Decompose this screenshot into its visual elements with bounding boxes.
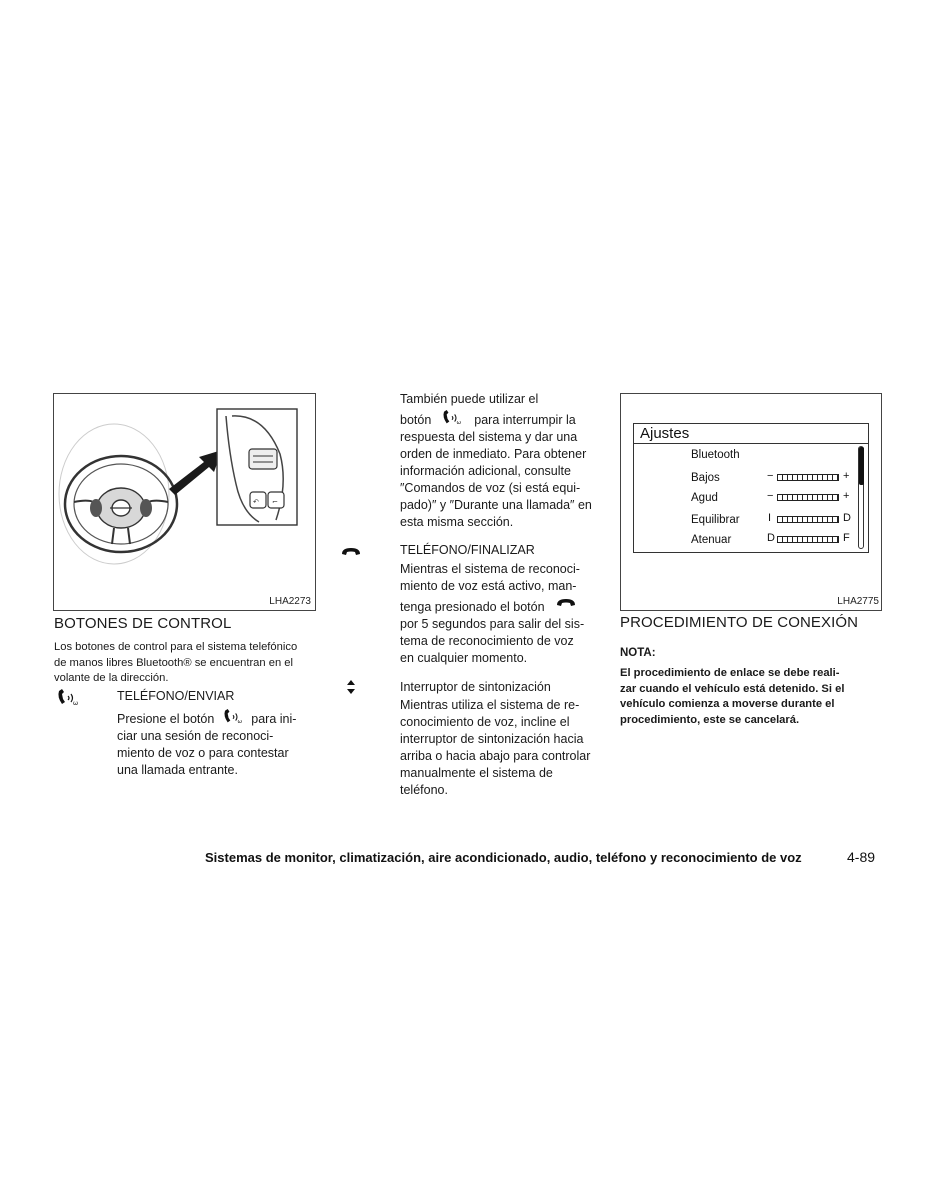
figure-label: LHA2775	[837, 596, 879, 607]
text-fragment: para interrumpir la	[474, 413, 576, 427]
settings-row-label: Equilibrar	[691, 514, 740, 526]
item-body-line: Mientras utiliza el sistema de re-	[400, 698, 580, 712]
page-number: 4-89	[847, 849, 876, 865]
steering-wheel-illustration	[54, 394, 315, 594]
scrollbar-thumb	[859, 447, 864, 485]
phone-voice-icon	[56, 689, 80, 707]
row-left-symbol: D	[767, 532, 775, 544]
section-heading: BOTONES DE CONTROL	[54, 615, 232, 632]
text-fragment: Presione el botón	[117, 712, 215, 726]
paragraph-line: pado)″ y ″Durante una llamada″ en	[400, 498, 592, 512]
paragraph-line: También puede utilizar el	[400, 392, 539, 406]
svg-text:⌐: ⌐	[272, 498, 278, 506]
paragraph-line: respuesta del sistema y dar una	[400, 430, 578, 444]
text-fragment: botón	[400, 413, 432, 427]
paragraph-line	[400, 410, 605, 429]
item-body-line: arriba o hacia abajo para controlar	[400, 749, 591, 763]
settings-screen	[633, 423, 869, 553]
settings-row-label: Agud	[691, 492, 718, 504]
paragraph-line: esta misma sección.	[400, 515, 514, 529]
settings-row-label: Atenuar	[691, 534, 732, 546]
row-right-symbol: +	[843, 490, 850, 502]
note-line: vehículo comienza a moverse durante el	[620, 698, 835, 710]
item-body-line: miento de voz está activo, man-	[400, 579, 577, 593]
row-right-symbol: F	[843, 532, 850, 544]
svg-text:ω: ω	[456, 420, 461, 426]
item-title-tuning-switch: Interruptor de sintonización	[400, 680, 551, 694]
item-body-line: interruptor de sintonización hacia	[400, 732, 584, 746]
item-body-line: ciar una sesión de reconoci-	[117, 729, 274, 743]
title-divider	[634, 443, 868, 444]
paragraph-line: orden de inmediato. Para obtener	[400, 447, 587, 461]
row-right-symbol: D	[843, 512, 851, 524]
item-body-phone-end	[400, 561, 605, 667]
item-body-phone-send	[117, 709, 322, 779]
intro-paragraph	[54, 640, 319, 687]
item-body-line	[117, 709, 322, 728]
item-body-line: teléfono.	[400, 783, 448, 797]
settings-screen-title: Ajustes	[640, 425, 690, 442]
steering-wheel-figure	[53, 393, 316, 611]
intro-line: de manos libres Bluetooth® se encuentran en el	[54, 656, 293, 669]
phone-voice-icon	[441, 410, 463, 426]
item-body-line: en cualquier momento.	[400, 651, 528, 665]
paragraph-interrupt	[400, 391, 605, 531]
note-line: zar cuando el vehículo está detenido. Si el	[620, 682, 845, 695]
item-title-phone-send: TELÉFONO/ENVIAR	[117, 689, 235, 703]
item-body-line: Mientras el sistema de reconoci-	[400, 562, 580, 576]
row-left-symbol: −	[767, 490, 774, 502]
phone-voice-icon	[222, 709, 244, 725]
row-left-symbol: −	[767, 470, 774, 482]
fade-slider	[777, 536, 839, 543]
text-fragment: tenga presionado el botón	[400, 600, 545, 614]
svg-text:ω: ω	[237, 719, 242, 725]
item-body-line: manualmente el sistema de	[400, 766, 553, 780]
settings-screen-figure	[620, 393, 882, 611]
footer-section-title: Sistemas de monitor, climatización, aire acondicionado, audio, teléfono y reconocimiento de voz	[205, 850, 802, 865]
figure-label: LHA2273	[269, 596, 311, 607]
intro-line: volante de la dirección.	[54, 672, 169, 684]
note-label: NOTA:	[620, 647, 656, 659]
phone-hangup-icon	[341, 546, 361, 558]
row-left-symbol: I	[768, 512, 772, 524]
note-body	[620, 666, 885, 728]
bass-slider	[777, 474, 839, 481]
item-body-line: miento de voz o para contestar	[117, 746, 289, 760]
phone-hangup-icon	[556, 597, 576, 609]
svg-text:ω: ω	[73, 700, 79, 707]
item-title-phone-end: TELÉFONO/FINALIZAR	[400, 543, 535, 557]
note-line: procedimiento, este se cancelará.	[620, 713, 800, 726]
settings-row-label: Bluetooth	[691, 449, 740, 461]
settings-row-label: Bajos	[691, 472, 720, 484]
item-body-line: tema de reconocimiento de voz	[400, 634, 574, 648]
treble-slider	[777, 494, 839, 501]
paragraph-line: información adicional, consulte	[400, 464, 571, 478]
svg-text:↶: ↶	[253, 498, 259, 506]
note-line: El procedimiento de enlace se debe reali-	[620, 667, 840, 679]
balance-slider	[777, 516, 839, 523]
item-body-line: conocimiento de voz, incline el	[400, 715, 570, 729]
row-right-symbol: +	[843, 470, 850, 482]
up-down-arrows-icon	[346, 679, 356, 695]
item-body-line: por 5 segundos para salir del sis-	[400, 617, 585, 631]
intro-line: Los botones de control para el sistema telefónico	[54, 641, 298, 653]
item-body-line: una llamada entrante.	[117, 763, 238, 777]
text-fragment: para ini-	[251, 712, 297, 726]
item-body-line	[400, 597, 605, 616]
paragraph-line: ″Comandos de voz (si está equi-	[400, 481, 581, 495]
section-heading: PROCEDIMIENTO DE CONEXIÓN	[620, 614, 859, 631]
item-body-tuning-switch	[400, 697, 605, 799]
